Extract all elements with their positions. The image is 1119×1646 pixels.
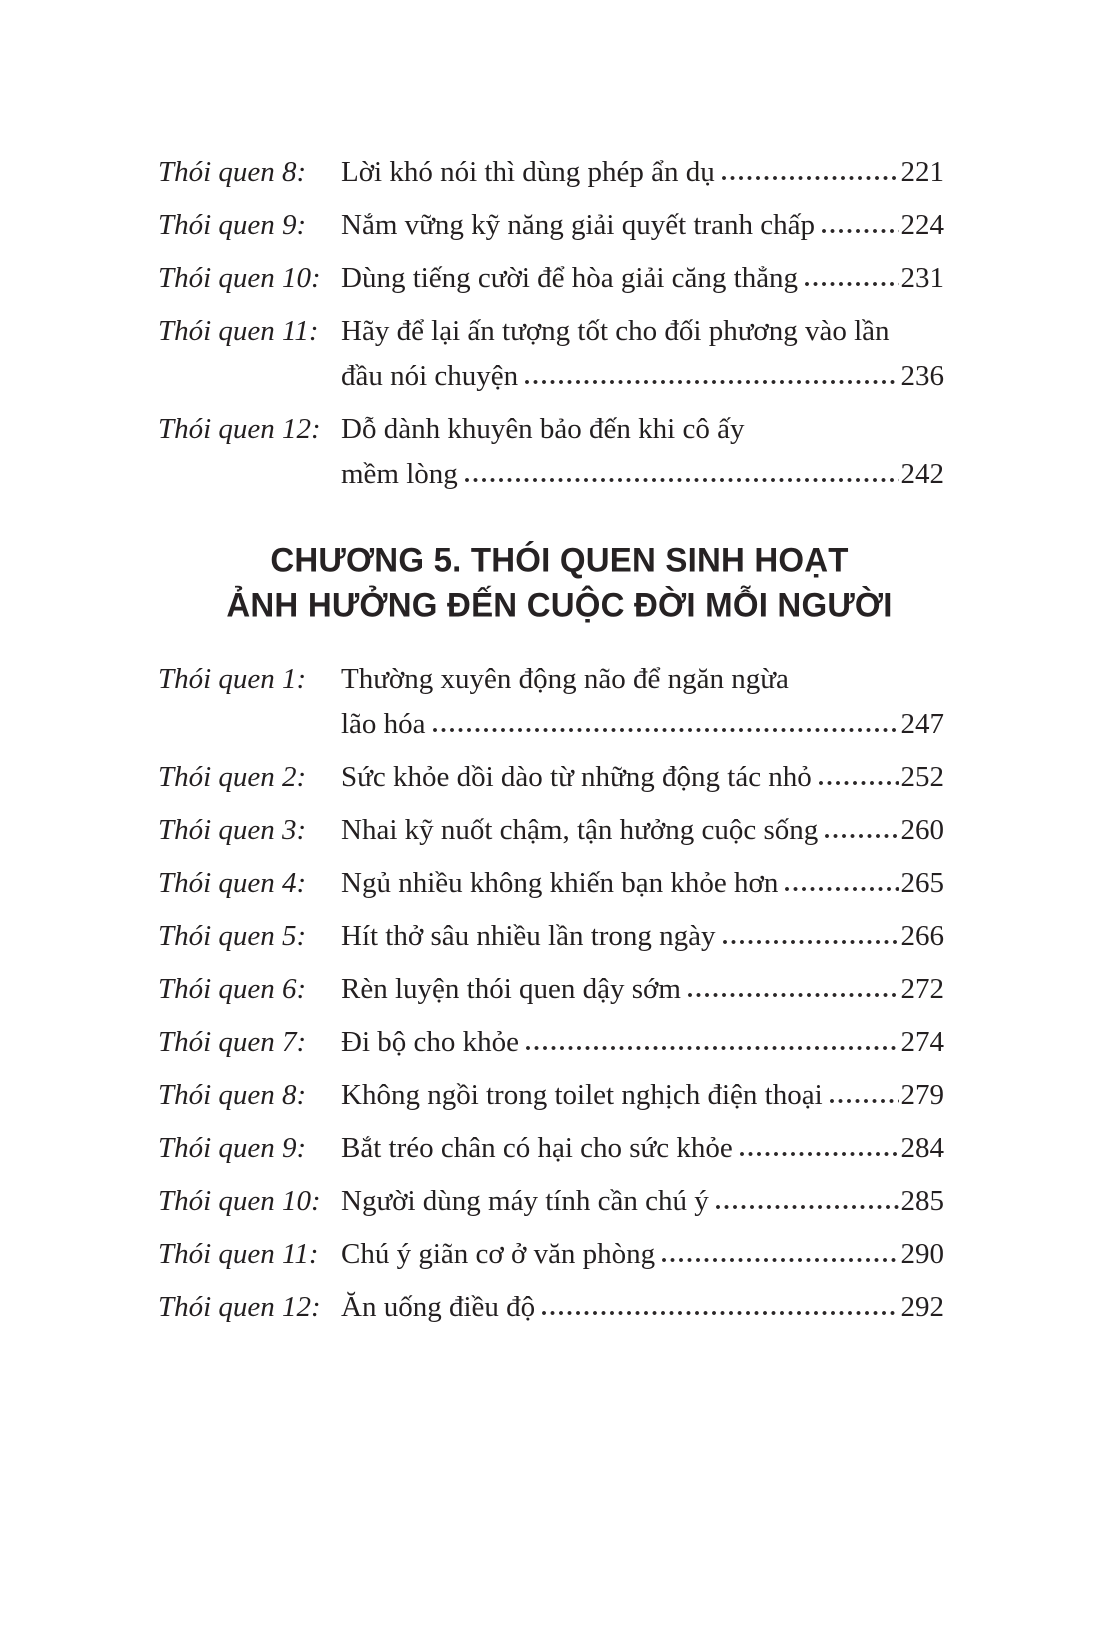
toc-entry-line1 xyxy=(341,967,944,1012)
toc-entry-page-number: 290 xyxy=(900,1238,944,1270)
toc-entry-line2 xyxy=(341,354,944,399)
dot-leader xyxy=(524,379,898,385)
toc-entry-content xyxy=(341,1126,944,1171)
toc-entry-line1 xyxy=(341,256,944,301)
dot-leader xyxy=(464,477,899,483)
toc-entry-content xyxy=(341,1073,944,1118)
toc-entry-page-number: 260 xyxy=(900,814,944,846)
toc-entry xyxy=(158,967,944,1012)
toc-entry-title: Hãy để lại ấn tượng tốt cho đối phương vào lần xyxy=(341,315,890,347)
toc-entry-page-number: 224 xyxy=(900,209,944,241)
toc-entry xyxy=(158,407,944,497)
toc-entry-page-number: 284 xyxy=(900,1132,944,1164)
toc-entry-content xyxy=(341,309,944,399)
toc-entry-content xyxy=(341,657,944,747)
toc-entry-label: Thói quen 12: xyxy=(158,1291,321,1323)
toc-entry-title: Rèn luyện thói quen dậy sớm xyxy=(341,973,681,1005)
toc-entry xyxy=(158,1232,944,1277)
toc-entry-page-number: 221 xyxy=(900,156,944,188)
dot-leader xyxy=(721,175,899,181)
toc-entry-label: Thói quen 5: xyxy=(158,920,307,952)
dot-leader xyxy=(661,1257,898,1263)
dot-leader xyxy=(525,1045,899,1051)
toc-entry-content xyxy=(341,861,944,906)
toc-entry-title: Dùng tiếng cười để hòa giải căng thẳng xyxy=(341,262,799,294)
chapter-heading xyxy=(0,537,1119,626)
toc-entry-label: Thói quen 4: xyxy=(158,867,307,899)
toc-entry-label: Thói quen 7: xyxy=(158,1026,307,1058)
toc-entry-page-number: 236 xyxy=(900,360,944,392)
chapter-heading-line2: ẢNH HƯỞNG ĐẾN CUỘC ĐỜI MỖI NGƯỜI xyxy=(226,585,893,624)
toc-entry-title: Dỗ dành khuyên bảo đến khi cô ấy xyxy=(341,413,745,445)
toc-entry-line1 xyxy=(341,861,944,906)
toc-entry-line1 xyxy=(341,657,944,702)
toc-entry-title: Không ngồi trong toilet nghịch điện thoại xyxy=(341,1079,823,1111)
toc-entry-line1 xyxy=(341,755,944,800)
dot-leader xyxy=(818,780,899,786)
toc-entry-page-number: 242 xyxy=(900,458,944,490)
toc-entry-title: Bắt tréo chân có hại cho sức khỏe xyxy=(341,1132,733,1164)
toc-entry-line1 xyxy=(341,150,944,195)
toc-entry xyxy=(158,657,944,747)
dot-leader xyxy=(687,992,899,998)
toc-entry xyxy=(158,256,944,301)
toc-entry-label: Thói quen 11: xyxy=(158,315,319,347)
toc-entry-content xyxy=(341,150,944,195)
toc-entry xyxy=(158,914,944,959)
dot-leader xyxy=(784,886,898,892)
toc-entry xyxy=(158,1020,944,1065)
toc-entry-title-continuation: mềm lòng xyxy=(341,458,458,490)
toc-entry-line2 xyxy=(341,702,944,747)
toc-entry-label: Thói quen 11: xyxy=(158,1238,319,1270)
toc-entry xyxy=(158,309,944,399)
toc-entry xyxy=(158,1073,944,1118)
table-of-contents xyxy=(158,150,944,1338)
toc-entry xyxy=(158,808,944,853)
toc-entry xyxy=(158,1285,944,1330)
toc-entry-line1 xyxy=(341,309,944,354)
dot-leader xyxy=(739,1151,899,1157)
toc-entry-label: Thói quen 10: xyxy=(158,1185,321,1217)
toc-entry-page-number: 252 xyxy=(900,761,944,793)
toc-entry-page-number: 272 xyxy=(900,973,944,1005)
toc-entry-content xyxy=(341,1285,944,1330)
chapter-heading-line1: CHƯƠNG 5. THÓI QUEN SINH HOẠT xyxy=(270,540,849,579)
toc-entry-line1 xyxy=(341,1020,944,1065)
toc-entry-page-number: 285 xyxy=(900,1185,944,1217)
toc-entry-page-number: 274 xyxy=(900,1026,944,1058)
toc-entry-page-number: 265 xyxy=(900,867,944,899)
toc-entry xyxy=(158,1179,944,1224)
toc-entry-title: Nắm vững kỹ năng giải quyết tranh chấp xyxy=(341,209,815,241)
toc-entry-content xyxy=(341,967,944,1012)
toc-entry-line1 xyxy=(341,1179,944,1224)
toc-entry xyxy=(158,203,944,248)
toc-entry-title-continuation: đầu nói chuyện xyxy=(341,360,519,392)
toc-entry-content xyxy=(341,914,944,959)
toc-entry-title: Sức khỏe dồi dào từ những động tác nhỏ xyxy=(341,761,812,793)
toc-entry-content xyxy=(341,1179,944,1224)
toc-entry-label: Thói quen 1: xyxy=(158,663,307,695)
toc-entry-label: Thói quen 12: xyxy=(158,413,321,445)
toc-entry-title: Hít thở sâu nhiều lần trong ngày xyxy=(341,920,716,952)
toc-entry-line1 xyxy=(341,407,944,452)
toc-entry xyxy=(158,1126,944,1171)
toc-entry-label: Thói quen 6: xyxy=(158,973,307,1005)
toc-entry-title: Ngủ nhiều không khiến bạn khỏe hơn xyxy=(341,867,779,899)
dot-leader xyxy=(541,1310,898,1316)
toc-entry-line1 xyxy=(341,1073,944,1118)
dot-leader xyxy=(824,833,898,839)
toc-entry-title: Đi bộ cho khỏe xyxy=(341,1026,519,1058)
dot-leader xyxy=(715,1204,899,1210)
toc-entry-title: Chú ý giãn cơ ở văn phòng xyxy=(341,1238,656,1270)
toc-entry-page-number: 292 xyxy=(900,1291,944,1323)
toc-entry-label: Thói quen 9: xyxy=(158,209,307,241)
dot-leader xyxy=(804,281,898,287)
toc-entry-page-number: 247 xyxy=(900,708,944,740)
toc-entry-content xyxy=(341,203,944,248)
toc-entry-title: Người dùng máy tính cần chú ý xyxy=(341,1185,709,1217)
toc-entry-label: Thói quen 8: xyxy=(158,156,307,188)
toc-entry-label: Thói quen 10: xyxy=(158,262,321,294)
toc-entry-label: Thói quen 3: xyxy=(158,814,307,846)
toc-entry-label: Thói quen 8: xyxy=(158,1079,307,1111)
toc-entry-line1 xyxy=(341,914,944,959)
toc-entry-content xyxy=(341,808,944,853)
toc-entry-title: Nhai kỹ nuốt chậm, tận hưởng cuộc sống xyxy=(341,814,819,846)
toc-entry-content xyxy=(341,1020,944,1065)
toc-entry xyxy=(158,861,944,906)
toc-entry-content xyxy=(341,407,944,497)
toc-entry-line1 xyxy=(341,1232,944,1277)
toc-entry-title: Lời khó nói thì dùng phép ẩn dụ xyxy=(341,156,715,188)
dot-leader xyxy=(829,1098,899,1104)
toc-entry-line1 xyxy=(341,1126,944,1171)
toc-entry-content xyxy=(341,256,944,301)
toc-entry-line1 xyxy=(341,203,944,248)
toc-entry xyxy=(158,150,944,195)
toc-entry-page-number: 279 xyxy=(900,1079,944,1111)
dot-leader xyxy=(432,727,899,733)
toc-entry-label: Thói quen 9: xyxy=(158,1132,307,1164)
toc-entry-content xyxy=(341,755,944,800)
toc-entry-page-number: 231 xyxy=(900,262,944,294)
toc-entry-line1 xyxy=(341,808,944,853)
toc-entry-label: Thói quen 2: xyxy=(158,761,307,793)
toc-entry-title: Ăn uống điều độ xyxy=(341,1291,536,1323)
toc-entry-line2 xyxy=(341,452,944,497)
toc-entry-title-continuation: lão hóa xyxy=(341,708,426,740)
dot-leader xyxy=(821,228,899,234)
toc-entry xyxy=(158,755,944,800)
toc-entry-page-number: 266 xyxy=(900,920,944,952)
toc-entry-content xyxy=(341,1232,944,1277)
toc-entry-line1 xyxy=(341,1285,944,1330)
dot-leader xyxy=(722,939,899,945)
toc-entry-title: Thường xuyên động não để ngăn ngừa xyxy=(341,663,789,695)
